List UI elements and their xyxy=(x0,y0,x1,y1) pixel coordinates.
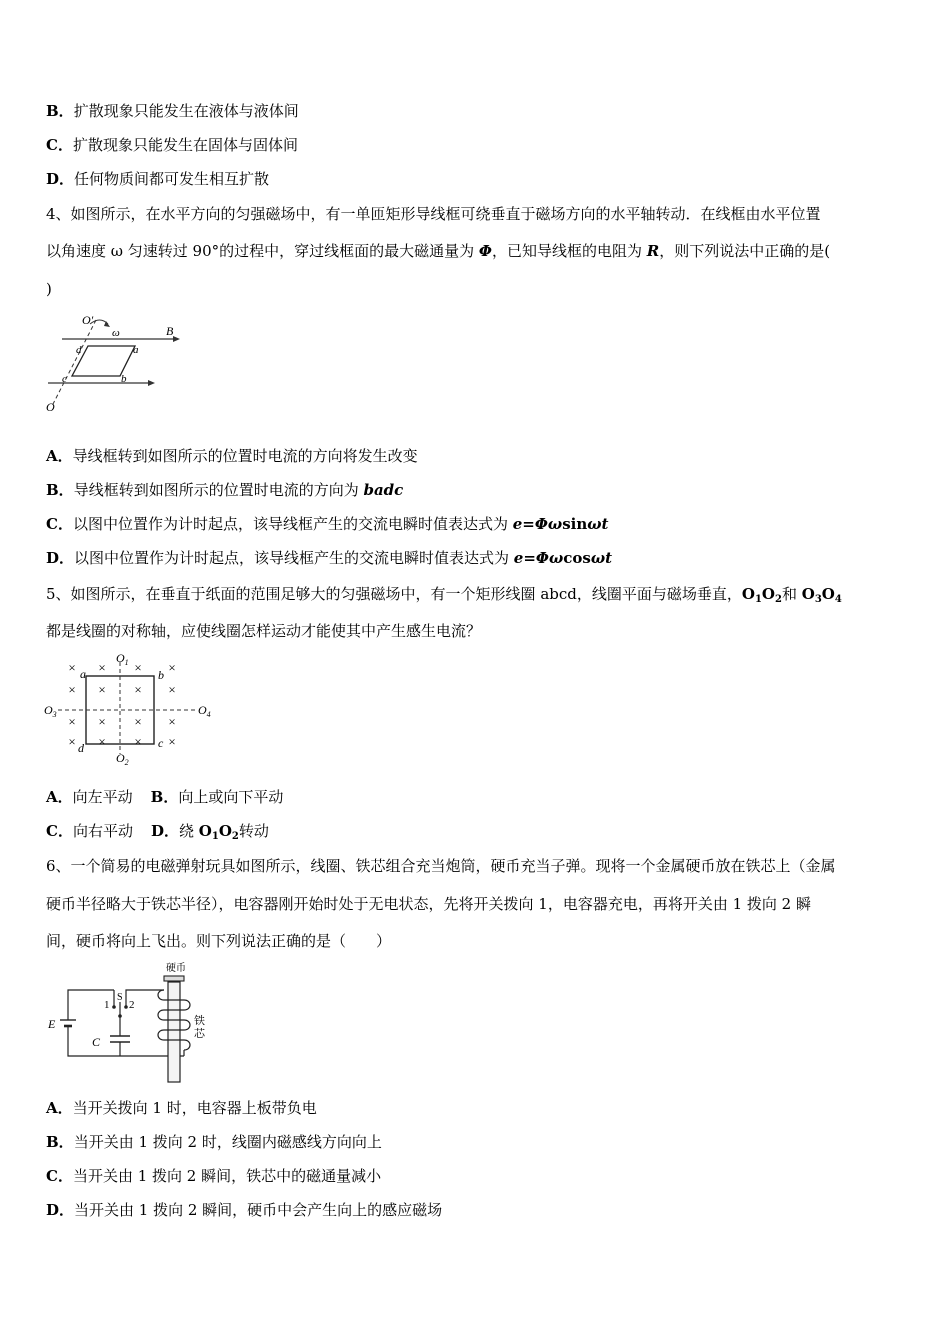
option-axis: $O_1O_2$ xyxy=(198,822,239,842)
q6-stem-text: 硬币半径略大于铁芯半径），电容器刚开始时处于无电状态，先将开关拨向 1，电容器充电，再将开关由 1 拨向 2 瞬 xyxy=(46,895,811,913)
q6-option-d xyxy=(46,1200,442,1220)
option-func: cos xyxy=(563,549,591,567)
option-text: 以图中位置作为计时起点，该导线框产生的交流电瞬时值表达式为 xyxy=(74,549,514,567)
option-label: A． xyxy=(46,788,73,806)
option-label: D． xyxy=(46,170,75,188)
label-b-field: B xyxy=(166,324,174,338)
option-text: 当开关拨向 1 时，电容器上板带负电 xyxy=(72,1099,317,1117)
label-a: a xyxy=(133,344,139,356)
label-o2: $O_2$ xyxy=(116,751,129,767)
label-s: S xyxy=(117,992,123,1003)
q4-stem-text: ，则下列说法中正确的是( xyxy=(659,242,831,260)
option-text: 当开关由 1 拨向 2 瞬间，铁芯中的磁通量减小 xyxy=(72,1167,382,1185)
option-label: C． xyxy=(46,136,73,154)
q4-stem-text: 以角速度 ω 匀速转过 90°的过程中，穿过线框面的最大磁通量为 xyxy=(46,242,479,260)
iron-core xyxy=(168,982,180,1082)
label-core-1: 铁 xyxy=(194,1015,205,1027)
q4-stem-text: ) xyxy=(46,280,52,298)
q3-option-c xyxy=(46,135,298,155)
label-o1: $O_1$ xyxy=(116,651,129,667)
q6-stem-text: 间，硬币将向上飞出。则下列说法正确的是（ ） xyxy=(46,932,392,950)
q4-stem-line3 xyxy=(46,279,52,299)
field-cross-icon: × xyxy=(98,734,106,749)
q6-stem-line1 xyxy=(46,856,836,876)
label-o: O xyxy=(46,400,55,414)
option-text: 转动 xyxy=(238,822,269,840)
q6-option-b xyxy=(46,1132,382,1152)
option-label: B． xyxy=(46,102,74,120)
label-coin: 硬币 xyxy=(166,963,186,974)
q4-figure xyxy=(40,308,190,418)
option-text: 向左平动 xyxy=(72,788,133,806)
field-cross-icon: × xyxy=(68,734,76,749)
field-cross-icon: × xyxy=(134,682,142,697)
option-label: A． xyxy=(46,447,73,465)
field-cross-icon: × xyxy=(168,682,176,697)
label-b: b xyxy=(121,373,127,385)
q6-stem-text: 6、一个简易的电磁弹射玩具如图所示，线圈、铁芯组合充当炮筒，硬币充当子弹。现将一个金属硬币放在铁芯上（金属 xyxy=(46,857,836,875)
field-cross-icon: × xyxy=(168,714,176,729)
q4-stem-text: 4、如图所示，在水平方向的匀强磁场中，有一单匝矩形导线框可绕垂直于磁场方向的水平轴转动．在线框由水平位置 xyxy=(46,205,821,223)
field-cross-icon: × xyxy=(68,714,76,729)
label-o-prime: O′ xyxy=(82,313,94,327)
option-text: 当开关由 1 拨向 2 瞬间，硬币中会产生向上的感应磁场 xyxy=(74,1201,443,1219)
switch-terminal-1 xyxy=(112,1005,116,1009)
option-label: D． xyxy=(150,822,179,840)
rotation-axis xyxy=(52,320,96,406)
q5-figure xyxy=(40,650,220,768)
q5-axis-o3o4: $O_3O_4$ xyxy=(801,585,842,605)
label-o3: $O_3$ xyxy=(44,703,57,719)
field-cross-icon: × xyxy=(134,734,142,749)
option-text: 扩散现象只能发生在液体与液体间 xyxy=(73,102,299,120)
label-c: c xyxy=(158,736,164,750)
field-cross-icon: × xyxy=(68,660,76,675)
q4-option-b xyxy=(46,480,403,500)
option-func: sin xyxy=(562,515,588,533)
option-text: 导线框转到如图所示的位置时电流的方向为 xyxy=(73,481,364,499)
field-cross-icon: × xyxy=(98,660,106,675)
field-cross-icon: × xyxy=(134,714,142,729)
label-e: E xyxy=(48,1017,56,1031)
option-label: A． xyxy=(46,1099,73,1117)
arrow-icon xyxy=(173,336,180,342)
q6-stem-line2 xyxy=(46,894,811,914)
option-label: C． xyxy=(46,1167,73,1185)
q5-stem-text: 都是线圈的对称轴，应使线圈怎样运动才能使其中产生感生电流？ xyxy=(46,622,482,640)
q4-option-d xyxy=(46,548,612,568)
q6-option-a xyxy=(46,1098,317,1118)
label-d: d xyxy=(76,344,82,356)
option-em: e=Φω xyxy=(513,549,564,567)
option-label: C． xyxy=(46,822,73,840)
field-cross-icon: × xyxy=(98,714,106,729)
q5-stem-line1 xyxy=(46,584,842,604)
label-1: 1 xyxy=(104,999,110,1011)
label-omega: ω xyxy=(112,327,120,339)
option-label: D． xyxy=(46,549,75,567)
q6-stem-line3 xyxy=(46,931,391,951)
option-em: e=Φω xyxy=(512,515,563,533)
field-cross-icon: × xyxy=(134,660,142,675)
q6-figure xyxy=(44,960,224,1085)
q3-option-d xyxy=(46,169,269,189)
q4-phi: Φ xyxy=(478,242,492,260)
field-cross-icon: × xyxy=(98,682,106,697)
option-label: B． xyxy=(46,481,74,499)
option-text: 扩散现象只能发生在固体与固体间 xyxy=(72,136,298,154)
option-text: 导线框转到如图所示的位置时电流的方向将发生改变 xyxy=(72,447,418,465)
q4-option-c xyxy=(46,514,608,534)
q5-options-row2 xyxy=(46,821,269,841)
field-cross-icon: × xyxy=(68,682,76,697)
option-label: C． xyxy=(46,515,73,533)
q4-option-a xyxy=(46,446,418,466)
q4-r: R xyxy=(646,242,660,260)
option-label: B． xyxy=(46,1133,74,1151)
q4-stem-text: ，已知导线框的电阻为 xyxy=(491,242,647,260)
option-label: D． xyxy=(46,1201,75,1219)
option-em2: ωt xyxy=(587,515,609,533)
label-c: c xyxy=(62,373,67,385)
q5-axis-o1o2: $O_1O_2$ xyxy=(741,585,782,605)
q5-stem-text: 和 xyxy=(781,585,802,603)
label-core-2: 芯 xyxy=(194,1028,205,1040)
q4-stem-line1 xyxy=(46,204,821,224)
q5-stem-text: 5、如图所示，在垂直于纸面的范围足够大的匀强磁场中，有一个矩形线圈 abcd，线圈平面与磁场垂直， xyxy=(46,585,742,603)
label-a: a xyxy=(80,667,86,681)
option-text: 向右平动 xyxy=(72,822,133,840)
option-text: 绕 xyxy=(178,822,199,840)
option-text: 当开关由 1 拨向 2 时，线圈内磁感线方向向上 xyxy=(73,1133,382,1151)
q4-stem-line2 xyxy=(46,241,830,261)
q6-option-c xyxy=(46,1166,381,1186)
q3-option-b xyxy=(46,101,299,121)
arrow-icon xyxy=(148,380,155,386)
label-d: d xyxy=(78,741,84,755)
option-em: badc xyxy=(363,481,404,499)
label-c: C xyxy=(92,1035,101,1049)
q5-options-row1 xyxy=(46,787,283,807)
option-em2: ωt xyxy=(590,549,613,567)
label-b: b xyxy=(158,668,164,682)
coin xyxy=(164,976,184,981)
option-text: 以图中位置作为计时起点，该导线框产生的交流电瞬时值表达式为 xyxy=(72,515,513,533)
q5-stem-line2 xyxy=(46,621,481,641)
label-o4: $O_4$ xyxy=(198,703,211,719)
field-cross-icon: × xyxy=(168,660,176,675)
field-cross-icon: × xyxy=(168,734,176,749)
option-label: B． xyxy=(150,788,179,806)
option-text: 任何物质间都可发生相互扩散 xyxy=(74,170,270,188)
label-2: 2 xyxy=(129,999,135,1011)
option-text: 向上或向下平动 xyxy=(178,788,284,806)
